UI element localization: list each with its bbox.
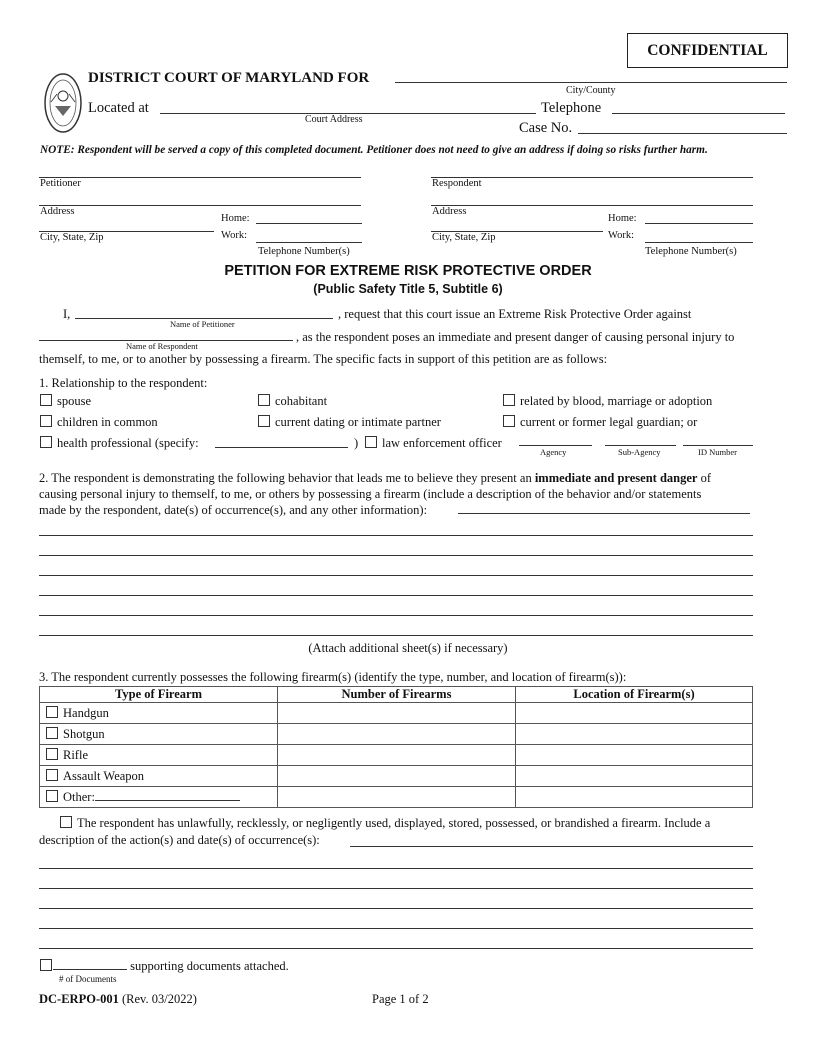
behavior-line-2[interactable] — [39, 555, 753, 556]
table-row — [40, 787, 753, 808]
guardian-option[interactable] — [503, 415, 697, 430]
petitioner-label: Petitioner — [40, 178, 81, 189]
respondent-address-label: Address — [432, 206, 467, 217]
firearms-table — [39, 686, 753, 808]
behavior-line-0[interactable] — [458, 513, 750, 514]
section2-line2: causing personal injury to themself, to me, or others by possessing a firearm (include a description of the behavior and/or statements — [39, 487, 702, 501]
behavior-line-6[interactable] — [39, 635, 753, 636]
num-docs-field[interactable] — [53, 959, 127, 970]
intro-i: I, — [63, 307, 71, 321]
respondent-telephone-label: Telephone Number(s) — [645, 246, 737, 257]
unlawful-line-5[interactable] — [39, 948, 753, 949]
health-option[interactable] — [40, 436, 199, 451]
supporting-checkbox[interactable] — [40, 959, 52, 971]
handgun-location-cell[interactable] — [516, 703, 753, 724]
section1-heading: 1. Relationship to the respondent: — [39, 376, 208, 390]
law-option[interactable] — [365, 436, 502, 451]
petitioner-city-label: City, State, Zip — [40, 232, 104, 243]
dating-checkbox[interactable] — [258, 415, 270, 427]
case-no-label: Case No. — [519, 120, 573, 136]
unlawful-line-0[interactable] — [350, 846, 753, 847]
handgun-label: Handgun — [63, 705, 109, 720]
id-number-label: ID Number — [698, 447, 737, 457]
intro-line3: themself, to me, or to another by possessing a firearm. The specific facts in support of this petition are as follows: — [39, 352, 608, 366]
related-option[interactable] — [503, 394, 712, 409]
petitioner-field[interactable] — [39, 177, 361, 178]
court-title: DISTRICT COURT OF MARYLAND FOR — [88, 70, 370, 86]
unlawful-line2: description of the action(s) and date(s) of occurrence(s): — [39, 833, 320, 847]
unlawful-line1 — [60, 816, 710, 831]
rifle-label: Rifle — [63, 747, 88, 762]
children-option[interactable] — [40, 415, 158, 430]
agency-label: Agency — [540, 447, 567, 457]
page-title: PETITION FOR EXTREME RISK PROTECTIVE ORDER — [224, 263, 592, 279]
handgun-checkbox[interactable] — [46, 706, 58, 718]
dating-option[interactable] — [258, 415, 441, 430]
court-telephone-field[interactable] — [612, 113, 785, 114]
assault-weapon-location-cell[interactable] — [516, 766, 753, 787]
case-no-field[interactable] — [578, 133, 787, 134]
children-checkbox[interactable] — [40, 415, 52, 427]
page-subtitle: (Public Safety Title 5, Subtitle 6) — [313, 282, 503, 296]
table-row — [40, 745, 753, 766]
petitioner-address-field[interactable] — [39, 205, 361, 206]
court-seal-icon — [43, 72, 83, 134]
rifle-checkbox[interactable] — [46, 748, 58, 760]
unlawful-line-2[interactable] — [39, 888, 753, 889]
petitioner-home-field[interactable] — [256, 223, 362, 224]
behavior-line-3[interactable] — [39, 575, 753, 576]
name-of-petitioner-label: Name of Petitioner — [170, 319, 235, 329]
petitioner-telephone-label: Telephone Number(s) — [258, 246, 350, 257]
shotgun-location-cell[interactable] — [516, 724, 753, 745]
cohabitant-option[interactable] — [258, 394, 327, 409]
intro-request-text: , request that this court issue an Extreme Risk Protective Order against — [338, 307, 692, 321]
law-label: law enforcement officer — [382, 436, 502, 450]
name-of-respondent-label: Name of Respondent — [126, 341, 198, 351]
id-number-field[interactable] — [683, 445, 753, 446]
attach-note: (Attach additional sheet(s) if necessary) — [308, 641, 508, 655]
respondent-city-label: City, State, Zip — [432, 232, 496, 243]
court-address-label: Court Address — [305, 114, 363, 125]
respondent-label: Respondent — [432, 178, 482, 189]
firearm-type-cell[interactable] — [40, 703, 278, 724]
other-checkbox[interactable] — [46, 790, 58, 802]
spouse-checkbox[interactable] — [40, 394, 52, 406]
behavior-line-4[interactable] — [39, 595, 753, 596]
guardian-checkbox[interactable] — [503, 415, 515, 427]
other-location-cell[interactable] — [516, 787, 753, 808]
firearms-header-row — [40, 687, 753, 703]
handgun-number-cell[interactable] — [278, 703, 516, 724]
respondent-address-field[interactable] — [431, 205, 753, 206]
dating-label: current dating or intimate partner — [275, 415, 441, 429]
health-checkbox[interactable] — [40, 436, 52, 448]
located-at-label: Located at — [88, 100, 149, 116]
section2-bold: immediate and present danger — [534, 471, 698, 485]
cohabitant-label: cohabitant — [275, 394, 328, 408]
firearm-type-cell[interactable] — [40, 766, 278, 787]
supporting-row — [40, 959, 289, 974]
section2-text-b: of — [697, 471, 711, 485]
petitioner-home-label: Home: — [221, 213, 250, 224]
firearm-type-cell[interactable] — [40, 745, 278, 766]
sub-agency-label: Sub-Agency — [618, 447, 661, 457]
rifle-number-cell[interactable] — [278, 745, 516, 766]
other-number-cell[interactable] — [278, 787, 516, 808]
sub-agency-field[interactable] — [605, 445, 676, 446]
table-row — [40, 766, 753, 787]
respondent-home-label: Home: — [608, 213, 637, 224]
table-row — [40, 703, 753, 724]
shotgun-label: Shotgun — [63, 726, 105, 741]
section3-heading: 3. The respondent currently possesses the following firearm(s) (identify the type, number, and location of firearm(s)): — [39, 670, 627, 684]
petitioner-work-label: Work: — [221, 230, 247, 241]
city-county-label: City/County — [566, 85, 616, 96]
cohabitant-checkbox[interactable] — [258, 394, 270, 406]
spouse-label: spouse — [57, 394, 92, 408]
unlawful-line-3[interactable] — [39, 908, 753, 909]
behavior-line-1[interactable] — [39, 535, 753, 536]
assault-weapon-checkbox[interactable] — [46, 769, 58, 781]
col-location-header: Location of Firearm(s) — [516, 687, 753, 703]
form-id: DC-ERPO-001 — [39, 992, 119, 1006]
city-county-field[interactable] — [395, 82, 787, 83]
telephone-label: Telephone — [541, 100, 602, 116]
respondent-home-field[interactable] — [645, 223, 753, 224]
shotgun-checkbox[interactable] — [46, 727, 58, 739]
petitioner-work-field[interactable] — [256, 242, 362, 243]
assault-weapon-number-cell[interactable] — [278, 766, 516, 787]
confidential-box — [627, 33, 788, 68]
spouse-option[interactable] — [40, 394, 91, 409]
unlawful-line-1[interactable] — [39, 868, 753, 869]
form-rev: (Rev. 03/2022) — [121, 992, 197, 1006]
guardian-label: current or former legal guardian; or — [520, 415, 698, 429]
unlawful-line-4[interactable] — [39, 928, 753, 929]
footer-form-id — [39, 992, 197, 1007]
shotgun-number-cell[interactable] — [278, 724, 516, 745]
confidential-label: CONFIDENTIAL — [647, 42, 768, 59]
section2-line1 — [39, 471, 711, 486]
col-number-header: Number of Firearms — [278, 687, 516, 703]
children-label: children in common — [57, 415, 158, 429]
related-checkbox[interactable] — [503, 394, 515, 406]
firearm-type-cell[interactable] — [40, 787, 278, 808]
health-close-paren: ) — [354, 436, 359, 450]
rifle-location-cell[interactable] — [516, 745, 753, 766]
other-label: Other: — [63, 789, 95, 804]
related-label: related by blood, marriage or adoption — [520, 394, 713, 408]
respondent-work-label: Work: — [608, 230, 634, 241]
respondent-work-field[interactable] — [645, 242, 753, 243]
unlawful-text: The respondent has unlawfully, recklessly, or negligently used, displayed, stored, possessed, or brandished a firearm. Include a — [77, 816, 711, 830]
other-specify-field[interactable] — [95, 790, 240, 801]
assault-weapon-label: Assault Weapon — [63, 768, 145, 783]
health-specify-field[interactable] — [215, 447, 348, 448]
firearm-type-cell[interactable] — [40, 724, 278, 745]
table-row — [40, 724, 753, 745]
intro-respondent-clause: , as the respondent poses an immediate and present danger of causing personal injury to — [296, 330, 735, 344]
section2-text-a: 2. The respondent is demonstrating the following behavior that leads me to believe they present an — [39, 471, 535, 485]
agency-field[interactable] — [519, 445, 592, 446]
note-text: NOTE: Respondent will be served a copy of this completed document. Petitioner does not need to give an address if doing so risks further harm. — [40, 144, 708, 156]
law-checkbox[interactable] — [365, 436, 377, 448]
section2-line3: made by the respondent, date(s) of occurrence(s), and any other information): — [39, 503, 428, 517]
supporting-text: supporting documents attached. — [127, 959, 289, 973]
col-type-header: Type of Firearm — [40, 687, 278, 703]
behavior-line-5[interactable] — [39, 615, 753, 616]
num-docs-label: # of Documents — [59, 974, 117, 984]
petitioner-address-label: Address — [40, 206, 75, 217]
unlawful-checkbox[interactable] — [60, 816, 72, 828]
health-label: health professional (specify: — [57, 436, 199, 450]
page-number: Page 1 of 2 — [372, 992, 429, 1006]
